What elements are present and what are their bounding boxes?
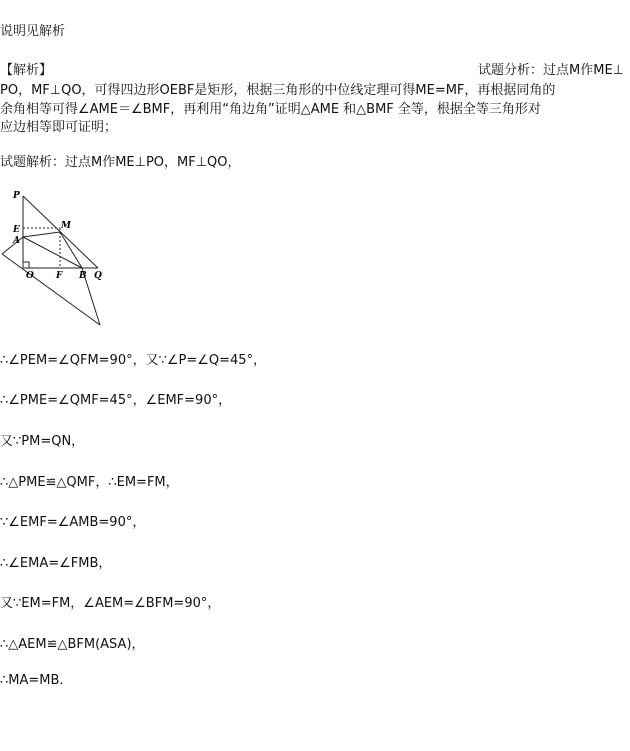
- solution-step-6: ∴∠EMA=∠FMB，: [0, 556, 112, 571]
- segment-am: [23, 232, 60, 237]
- label-q: Q: [94, 271, 102, 281]
- label-b: B: [79, 271, 87, 281]
- analysis-line-4: 应边相等即可证明；: [0, 120, 118, 135]
- segment-ma-extend: [23, 237, 82, 268]
- solution-step-3: 又∵PM=QN，: [0, 434, 85, 449]
- solution-step-2: ∴∠PME=∠QMF=45°，∠EMF=90°，: [0, 393, 232, 408]
- right-angle-mark: [23, 262, 29, 268]
- label-a: A: [13, 236, 20, 246]
- segment-long-side: [2, 254, 100, 325]
- analysis-line-3: 余角相等可得∠AME＝∠BMF，再利用“角边角”证明△AME 和△BMF 全等，根据全等三角形对: [0, 102, 541, 117]
- analysis-line-1: 试题分析：过点M作ME⊥: [478, 63, 624, 78]
- page-title: 说明见解析: [0, 24, 66, 39]
- geometry-figure: [0, 182, 112, 332]
- analysis-line-2: PO，MF⊥QO，可得四边形OEBF是矩形，根据三角形的中位线定理可得ME=MF，再根据同角的: [0, 83, 556, 98]
- label-m: M: [61, 221, 71, 231]
- solution-step-8: ∴△AEM≌△BFM(ASA)，: [0, 637, 145, 652]
- label-o: O: [26, 271, 34, 281]
- solution-step-5: ∵∠EMF=∠AMB=90°，: [0, 515, 146, 530]
- solution-step-4: ∴△PME≌△QMF，∴EM=FM，: [0, 475, 179, 490]
- label-f: F: [56, 271, 63, 281]
- label-p: P: [13, 191, 20, 201]
- solution-step-7: 又∵EM=FM，∠AEM=∠BFM=90°，: [0, 596, 221, 611]
- analysis-tag: 【解析】: [0, 63, 53, 78]
- label-e: E: [13, 225, 20, 235]
- solution-step-9: ∴MA=MB.: [0, 673, 64, 688]
- solution-step-1: ∴∠PEM=∠QFM=90°，又∵∠P=∠Q=45°，: [0, 353, 267, 368]
- solution-intro: 试题解析：过点M作ME⊥PO，MF⊥QO，: [0, 155, 241, 170]
